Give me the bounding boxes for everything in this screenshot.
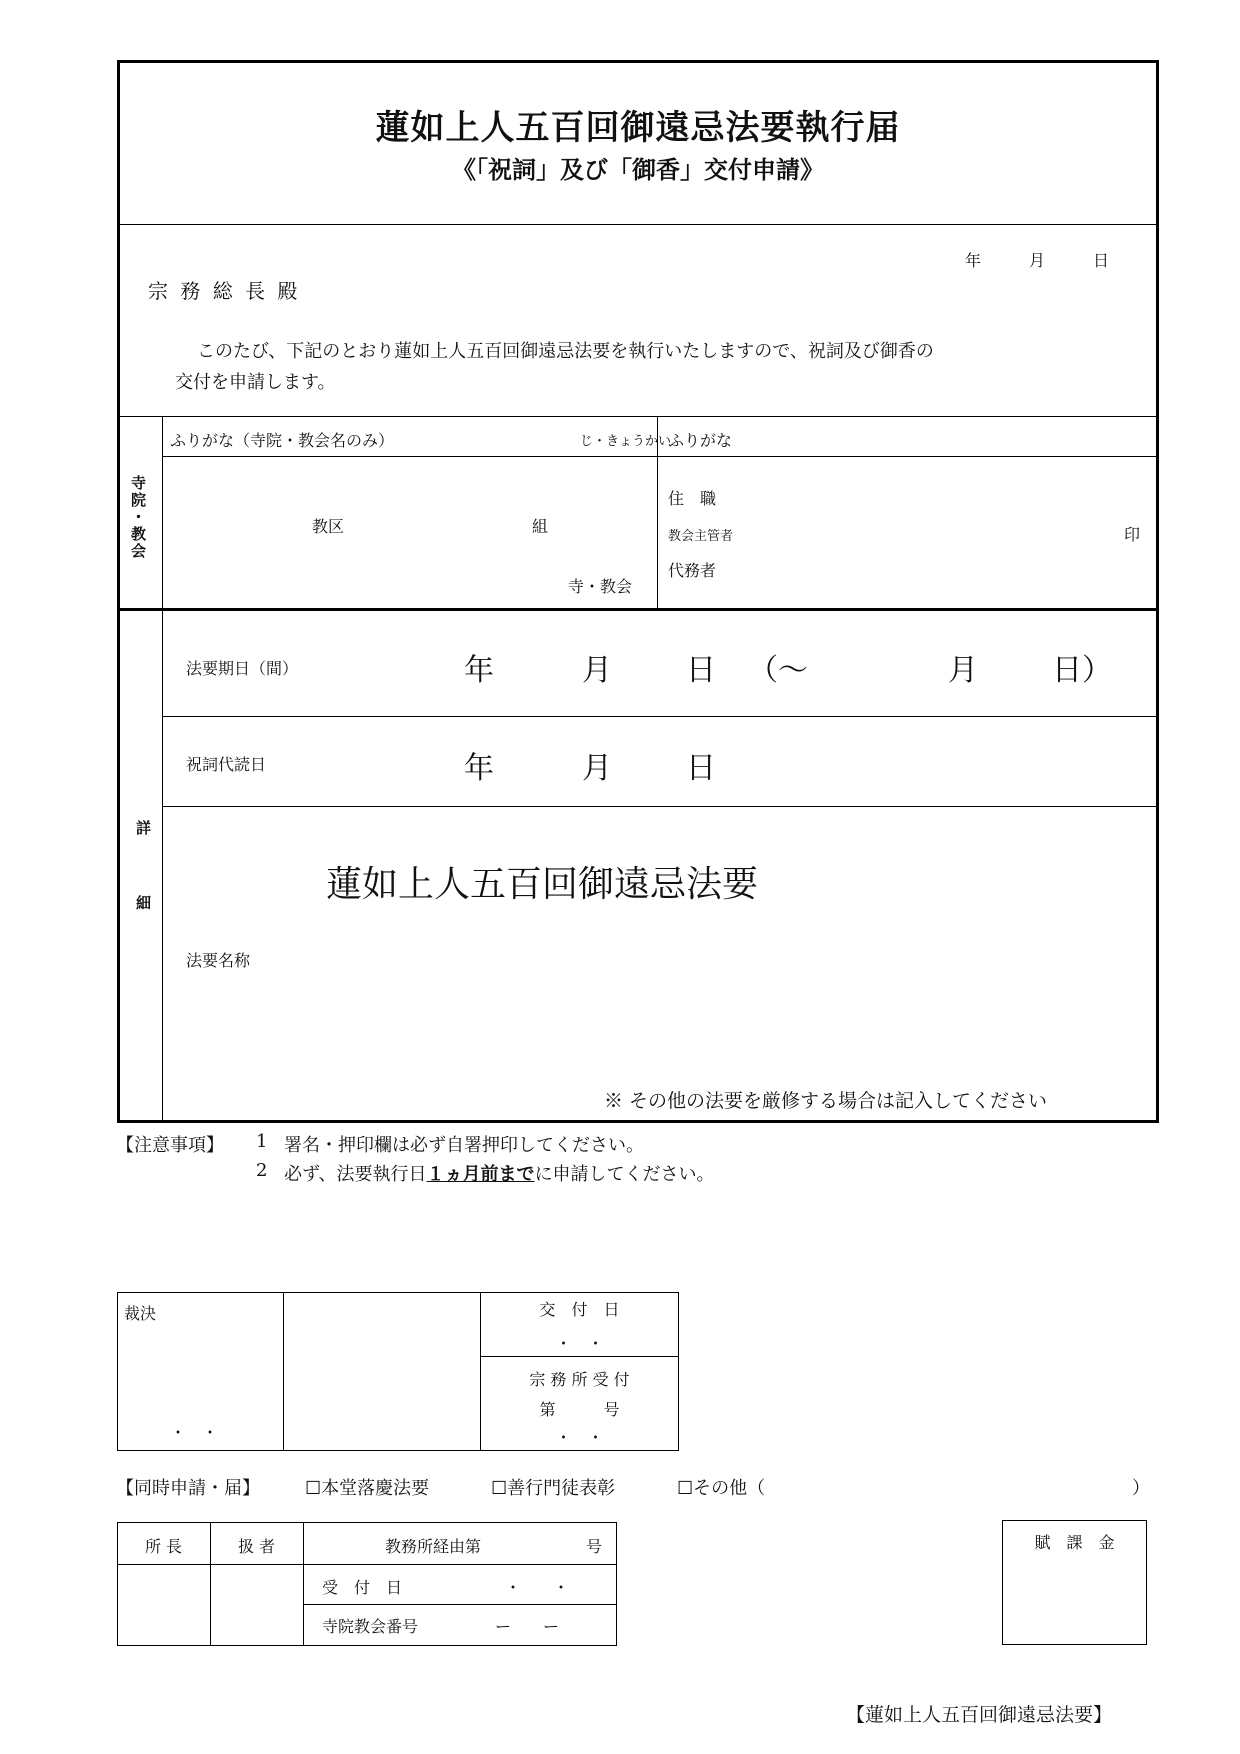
saiketsu-date-dots: ・ ・ xyxy=(170,1423,219,1442)
kyoku-label: 教区 xyxy=(312,517,345,536)
daimusha-label: 代務者 xyxy=(668,561,717,580)
kofubi-dots: ・ ・ xyxy=(555,1334,604,1353)
route-divider-2 xyxy=(303,1522,304,1646)
period-tsuki-2: 月 xyxy=(948,653,978,688)
reading-divider xyxy=(162,806,1159,807)
tera-label: 寺・教会 xyxy=(568,577,633,596)
atsukaisha-label: 扱 者 xyxy=(237,1537,276,1556)
temple-side-label: 寺院・教会 xyxy=(129,475,147,560)
date-line: 年 月 日 xyxy=(965,251,1110,270)
saiketsu-label: 裁決 xyxy=(124,1304,157,1323)
uketsuke-label: 宗 務 所 受 付 xyxy=(529,1370,630,1389)
main-form-frame xyxy=(117,60,1159,1123)
furigana-hint: じ・きょうかい xyxy=(580,434,672,449)
reading-label: 祝詞代読日 xyxy=(186,755,267,774)
kofubi-label: 交 付 日 xyxy=(539,1300,620,1319)
bango-dashes: ー ー xyxy=(495,1617,560,1636)
ceremony-name-note: ※ その他の法要を厳修する場合は記入してください xyxy=(604,1090,1048,1112)
note-2-text xyxy=(284,1160,715,1186)
addressee-divider xyxy=(117,416,1159,417)
other-close-paren: ） xyxy=(1132,1478,1150,1499)
note-1-number: 1 xyxy=(256,1131,268,1152)
reading-nen: 年 xyxy=(464,751,494,786)
note-2-number: 2 xyxy=(256,1160,268,1181)
uketsukebi-label: 受 付 日 xyxy=(322,1578,403,1597)
approval-divider-h xyxy=(480,1356,679,1357)
temple-side-divider xyxy=(162,416,163,1123)
form-subtitle: 《「祝詞」及び「御香」交付申請》 xyxy=(452,156,824,184)
form-title: 蓮如上人五百回御遠忌法要執行届 xyxy=(375,108,901,148)
application-text-1: このたび、下記のとおり蓮如上人五百回御遠忌法要を執行いたしますので、祝詞及び御香の xyxy=(197,341,934,362)
period-hi: 日 xyxy=(686,653,716,688)
note-2-pre: 必ず、法要執行日 xyxy=(284,1164,427,1185)
footer-label: 【蓮如上人五百回御遠忌法要】 xyxy=(846,1704,1113,1726)
note-2-emphasis: １ヵ月前まで xyxy=(426,1164,535,1185)
title-divider xyxy=(117,224,1159,225)
checkbox-hondo[interactable]: ☐本堂落慶法要 xyxy=(305,1478,430,1499)
addressee-name: 宗 務 総 長 殿 xyxy=(148,279,301,303)
seal-mark: 印 xyxy=(1124,525,1141,544)
checkbox-zengyo[interactable]: ☐善行門徒表彰 xyxy=(491,1478,616,1499)
details-side-label-2: 細 xyxy=(134,895,152,912)
fukakin-label: 賦 課 金 xyxy=(1034,1533,1115,1552)
furigana-row-divider xyxy=(162,456,1159,457)
furigana-left-label: ふりがな（寺院・教会名のみ） xyxy=(170,431,395,450)
route-divider-h1 xyxy=(117,1564,617,1565)
note-1-text: 署名・押印欄は必ず自署押印してください。 xyxy=(284,1135,644,1156)
reading-tsuki: 月 xyxy=(582,751,612,786)
simultaneous-label: 【同時申請・届】 xyxy=(116,1478,260,1499)
bango-label: 寺院教会番号 xyxy=(322,1617,419,1636)
reading-hi: 日 xyxy=(686,751,716,786)
ceremony-name-value: 蓮如上人五百回御遠忌法要 xyxy=(326,864,759,905)
details-side-label-1: 詳 xyxy=(134,820,152,837)
temple-bottom-divider xyxy=(117,608,1159,611)
checkbox-other[interactable]: ☐その他（ xyxy=(677,1478,766,1499)
approval-divider-1 xyxy=(283,1292,284,1451)
uketsuke-dots: ・ ・ xyxy=(555,1428,604,1447)
period-nen: 年 xyxy=(464,653,494,688)
kumi-label: 組 xyxy=(532,517,549,536)
period-hi-2: 日） xyxy=(1052,653,1112,688)
period-tsuki: 月 xyxy=(582,653,612,688)
jushoku-label: 住 職 xyxy=(668,489,717,508)
period-label: 法要期日（間） xyxy=(186,659,299,678)
application-text-2: 交付を申請します。 xyxy=(175,372,336,393)
period-divider xyxy=(162,716,1159,717)
uketsuke-number: 第 号 xyxy=(539,1400,620,1419)
route-divider-h2 xyxy=(303,1604,617,1605)
uketsukebi-dots: ・ ・ xyxy=(505,1578,570,1597)
note-2-post: に申請してください。 xyxy=(534,1164,715,1185)
furigana-right-label: ふりがな xyxy=(668,431,733,450)
keiyu-go: 号 xyxy=(586,1537,603,1556)
keiyu-label: 教務所経由第 xyxy=(385,1537,482,1556)
ceremony-name-label: 法要名称 xyxy=(186,951,251,970)
shocho-label: 所 長 xyxy=(144,1537,183,1556)
notes-heading: 【注意事項】 xyxy=(116,1135,224,1156)
kanrisha-label: 教会主管者 xyxy=(668,529,734,544)
period-tilde: （〜 xyxy=(748,653,808,688)
